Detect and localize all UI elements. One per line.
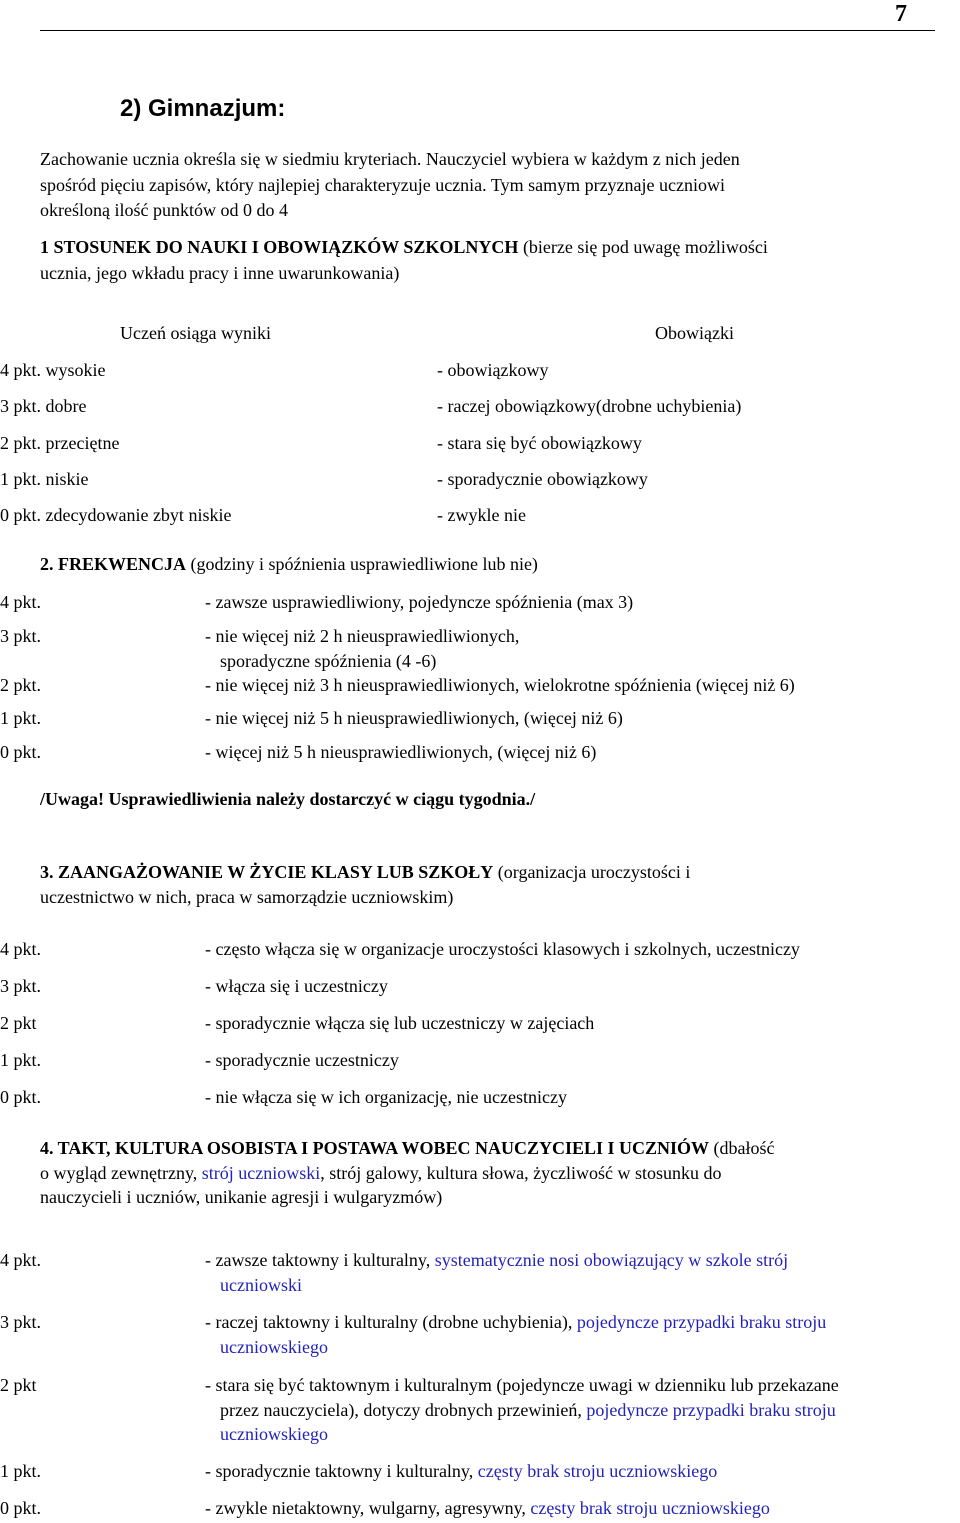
highlighted-text: pojedyncze przypadki braku stroju — [586, 1400, 836, 1420]
grade-points: 4 pkt. — [0, 592, 42, 612]
criterion-heading-desc: (bierze się pod uwagę możliwości — [518, 237, 768, 257]
grade-description: - stara się być taktownym i kulturalnym (pojedyncze uwagi w dzienniku lub przekazane — [205, 1375, 839, 1395]
text-run: - zwykle nietaktowny, wulgarny, agresywny, — [205, 1498, 531, 1518]
column-header-duties: Obowiązki — [655, 323, 734, 343]
grade-description: - zawsze usprawiedliwiony, pojedyncze spóźnienia (max 3) — [205, 592, 634, 612]
criterion-heading-bold: 4. TAKT, KULTURA OSOBISTA I POSTAWA WOBEC NAUCZYCIELI I UCZNIÓW — [40, 1138, 710, 1158]
grade-description — [205, 1462, 717, 1480]
grade-description-cont — [220, 1401, 836, 1419]
intro-line: Zachowanie ucznia określa się w siedmiu kryteriach. Nauczyciel wybiera w każdym z nich jeden — [40, 149, 740, 169]
grade-row-duties: - stara się być obowiązkowy — [437, 433, 642, 453]
grade-row-duties: - zwykle nie — [437, 505, 526, 525]
highlighted-text: uczniowskiego — [220, 1424, 328, 1444]
grade-row-results: 1 pkt. niskie — [0, 469, 89, 489]
attendance-note: /Uwaga! Usprawiedliwienia należy dostarczyć w ciągu tygodnia./ — [40, 789, 536, 809]
grade-description: - więcej niż 5 h nieusprawiedliwionych, (więcej niż 6) — [205, 742, 597, 762]
grade-points: 2 pkt — [0, 1375, 37, 1395]
grade-points: 3 pkt. — [0, 626, 42, 646]
grade-row-results: 4 pkt. wysokie — [0, 360, 106, 380]
grade-points: 0 pkt. — [0, 742, 42, 762]
criterion-heading-bold: 2. FREKWENCJA — [40, 554, 187, 574]
criterion-3-heading — [40, 863, 690, 881]
highlighted-text: uczniowski — [220, 1275, 302, 1295]
grade-points: 4 pkt. — [0, 939, 42, 959]
grade-points: 3 pkt. — [0, 976, 42, 996]
highlighted-text: częsty brak stroju uczniowskiego — [530, 1498, 770, 1518]
text-run: - zawsze taktowny i kulturalny, — [205, 1250, 435, 1270]
text-run: o wygląd zewnętrzny, — [40, 1163, 202, 1183]
section-title: 2) Gimnazjum: — [120, 95, 286, 122]
column-header-results: Uczeń osiąga wyniki — [120, 323, 271, 343]
criterion-heading-line: uczestnictwo w nich, praca w samorządzie uczniowskim) — [40, 887, 454, 907]
grade-description — [205, 1251, 788, 1269]
criterion-heading-desc: (dbałość — [709, 1138, 775, 1158]
intro-line: określoną ilość punktów od 0 do 4 — [40, 200, 288, 220]
text-run: - raczej taktowny i kulturalny (drobne uchybienia), — [205, 1312, 577, 1332]
grade-row-results: 3 pkt. dobre — [0, 396, 87, 416]
grade-description: - nie więcej niż 3 h nieusprawiedliwionych, wielokrotne spóźnienia (więcej niż 6) — [205, 675, 795, 695]
grade-description: - włącza się i uczestniczy — [205, 976, 388, 996]
grade-row-duties: - raczej obowiązkowy(drobne uchybienia) — [437, 396, 742, 416]
grade-description: - nie więcej niż 5 h nieusprawiedliwionych, (więcej niż 6) — [205, 708, 623, 728]
header-rule — [40, 30, 935, 31]
grade-points: 0 pkt. — [0, 1498, 42, 1518]
grade-row-results: 0 pkt. zdecydowanie zbyt niskie — [0, 505, 232, 525]
text-run: , strój galowy, kultura słowa, życzliwość w stosunku do — [320, 1163, 722, 1183]
grade-points: 3 pkt. — [0, 1312, 42, 1332]
criterion-1-heading — [40, 238, 768, 256]
criterion-heading-desc: (godziny i spóźnienia usprawiedliwione lub nie) — [186, 554, 538, 574]
grade-row-duties: - sporadycznie obowiązkowy — [437, 469, 648, 489]
grade-points: 1 pkt. — [0, 1050, 42, 1070]
highlighted-text: systematycznie nosi obowiązujący w szkole strój — [434, 1250, 789, 1270]
highlighted-text: pojedyncze przypadki braku stroju — [576, 1312, 827, 1332]
grade-points: 2 pkt. — [0, 675, 42, 695]
grade-description: - często włącza się w organizacje uroczystości klasowych i szkolnych, uczestniczy — [205, 939, 800, 959]
criterion-heading-bold: 1 STOSUNEK DO NAUKI I OBOWIĄZKÓW SZKOLNYCH — [40, 237, 519, 257]
criterion-heading-line — [40, 1164, 722, 1182]
criterion-2-heading — [40, 555, 538, 573]
grade-points: 0 pkt. — [0, 1087, 42, 1107]
grade-description: - nie włącza się w ich organizację, nie uczestniczy — [205, 1087, 567, 1107]
page-number: 7 — [895, 1, 907, 27]
grade-description — [205, 1499, 770, 1517]
criterion-heading-line: ucznia, jego wkładu pracy i inne uwarunkowania) — [40, 263, 400, 283]
grade-points: 4 pkt. — [0, 1250, 42, 1270]
grade-description: - nie więcej niż 2 h nieusprawiedliwionych, — [205, 626, 520, 646]
grade-row-results: 2 pkt. przeciętne — [0, 433, 120, 453]
criterion-heading-desc: (organizacja uroczystości i — [493, 862, 691, 882]
grade-description: - sporadycznie włącza się lub uczestniczy w zajęciach — [205, 1013, 595, 1033]
grade-points: 1 pkt. — [0, 1461, 42, 1481]
grade-row-duties: - obowiązkowy — [437, 360, 549, 380]
highlighted-text: strój uczniowski — [201, 1163, 321, 1183]
grade-description: - sporadycznie uczestniczy — [205, 1050, 399, 1070]
criterion-heading-line: nauczycieli i uczniów, unikanie agresji i wulgaryzmów) — [40, 1187, 443, 1207]
grade-points: 2 pkt — [0, 1013, 37, 1033]
criterion-4-heading — [40, 1139, 775, 1157]
text-run: przez nauczyciela), dotyczy drobnych przewinień, — [220, 1400, 587, 1420]
grade-description — [205, 1313, 826, 1331]
highlighted-text: częsty brak stroju uczniowskiego — [477, 1461, 718, 1481]
text-run: - sporadycznie taktowny i kulturalny, — [205, 1461, 478, 1481]
criterion-heading-bold: 3. ZAANGAŻOWANIE W ŻYCIE KLASY LUB SZKOŁY — [40, 862, 494, 882]
highlighted-text: uczniowskiego — [220, 1337, 328, 1357]
grade-description-cont: sporadyczne spóźnienia (4 -6) — [220, 651, 437, 671]
grade-points: 1 pkt. — [0, 708, 42, 728]
intro-line: spośród pięciu zapisów, który najlepiej charakteryzuje ucznia. Tym samym przyznaje uczniowi — [40, 175, 726, 195]
